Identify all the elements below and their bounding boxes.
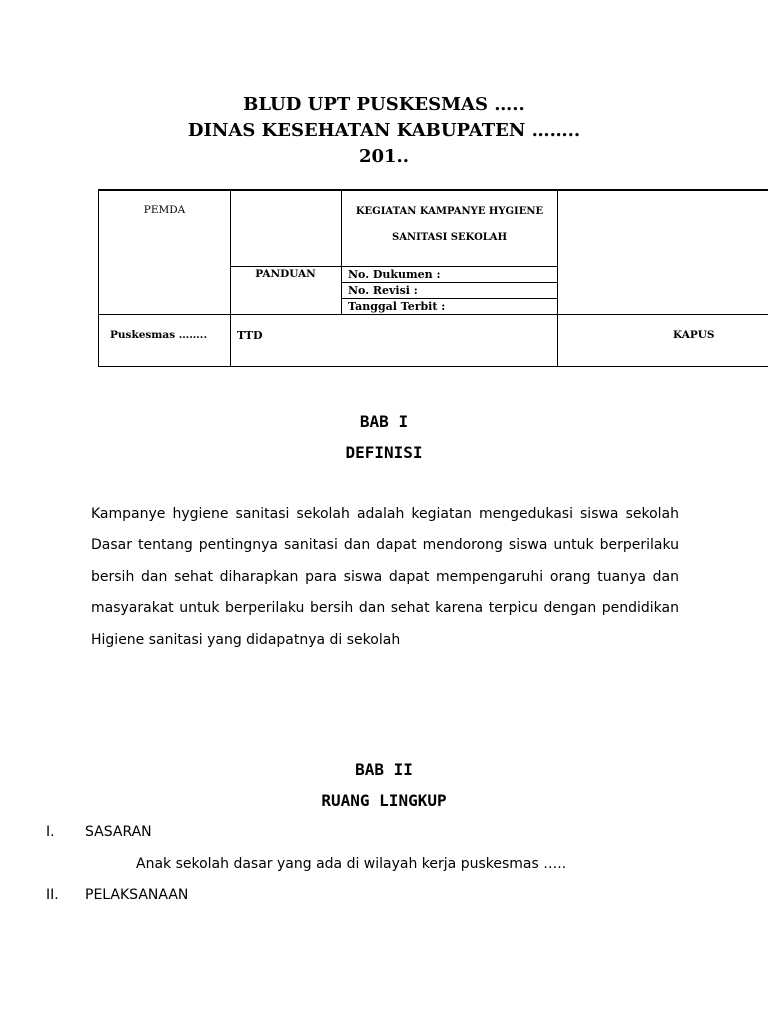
document-title-line-2: SANITASI SEKOLAH [391, 232, 508, 243]
puskesmas-label: Puskesmas …….. [110, 329, 208, 341]
list-item-label: PELAKSANAAN [85, 887, 189, 903]
no-revisi-field: No. Revisi : [348, 284, 418, 297]
bab-2-title: RUANG LINGKUP [321, 791, 447, 810]
bab-1-paragraph: Kampanye hygiene sanitasi sekolah adalah kegiatan mengedukasi siswa sekolah Dasar tentang pentingnya sanitasi dan dapat mendorong siswa untuk berperilaku bersih dan sehat diharapkan para siswa dapat mempengaruhi orang tuanya dan masyarakat untuk berperilaku bersih dan sehat karena terpicu dengan pendidikan Higiene sanitasi yang didapatnya di sekolah [91, 506, 679, 648]
bab-1-number: BAB I [359, 412, 409, 431]
panduan-label: PANDUAN [255, 268, 316, 280]
header-line-2: DINAS KESEHATAN KABUPATEN …….. [187, 120, 581, 141]
header-line-3: 201.. [358, 146, 410, 167]
tanggal-terbit-field: Tanggal Terbit : [348, 300, 446, 313]
ttd-label: TTD [237, 329, 263, 342]
no-dokumen-field: No. Dukumen : [348, 268, 441, 281]
list-item-label: SASARAN [85, 824, 152, 840]
kapus-label: KAPUS [673, 329, 715, 341]
pemda-label: PEMDA [143, 204, 186, 216]
bab-2-number: BAB II [355, 760, 413, 779]
document-title-line-1: KEGIATAN KAMPANYE HYGIENE [355, 206, 544, 217]
list-item-detail: Anak sekolah dasar yang ada di wilayah kerja puskesmas ….. [136, 856, 567, 872]
list-item-numeral: I. [46, 824, 55, 840]
header-line-1: BLUD UPT PUSKESMAS ….. [243, 94, 525, 115]
bab-1-title: DEFINISI [345, 443, 423, 462]
list-item-numeral: II. [46, 887, 59, 903]
